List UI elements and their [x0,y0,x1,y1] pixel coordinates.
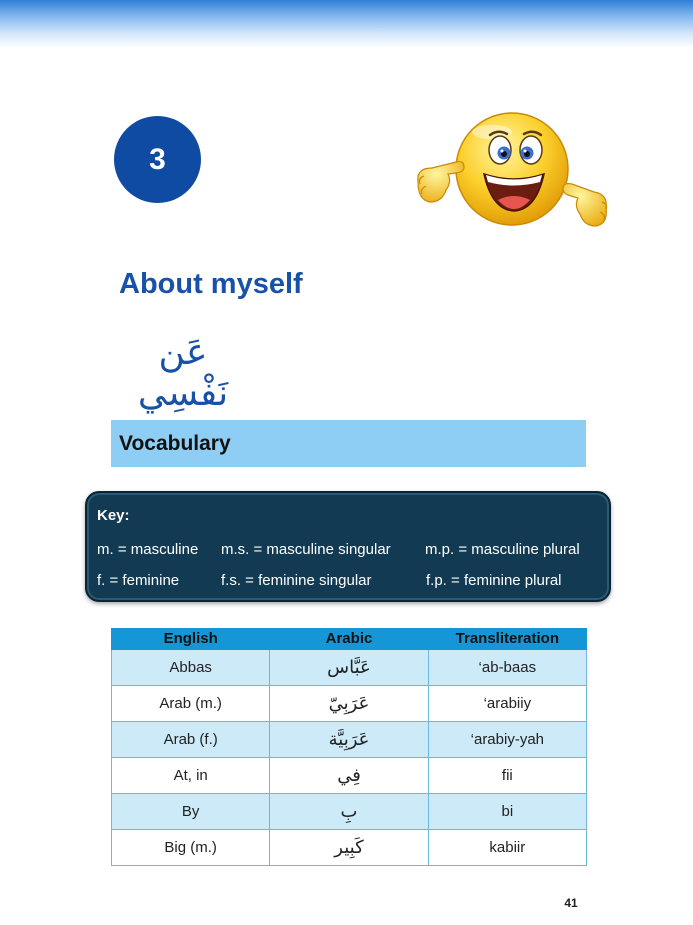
abbreviation-key-box [85,491,611,602]
key-item-masculine-singular: m.s. = masculine singular [221,541,391,558]
english-cell: By [112,794,270,830]
english-cell: Arab (f.) [112,722,270,758]
arabic-cell: فِي [270,758,428,794]
english-cell: Arab (m.) [112,686,270,722]
vocabulary-section-heading [111,420,586,467]
column-header-arabic: Arabic [270,629,428,650]
arabic-cell: عَرَبِيّ [270,686,428,722]
transliteration-cell: kabiir [428,830,586,866]
column-header-transliteration: Transliteration [428,629,586,650]
transliteration-cell: fii [428,758,586,794]
key-item-masculine-plural: m.p. = masculine plural [425,541,580,558]
english-cell: Abbas [112,650,270,686]
transliteration-cell: ‘arabiy-yah [428,722,586,758]
arabic-cell: بِ [270,794,428,830]
key-item-feminine-plural: f.p. = feminine plural [426,572,562,589]
transliteration-cell: ‘ab-baas [428,650,586,686]
table-header-row [112,629,587,650]
column-header-english: English [112,629,270,650]
vocabulary-heading-text: Vocabulary [119,431,231,455]
chapter-number-badge [114,116,201,203]
chapter-number: 3 [149,142,166,176]
vocabulary-table [111,628,587,866]
table-row [112,794,587,830]
page-number: 41 [564,896,578,910]
english-cell: At, in [112,758,270,794]
table-row [112,758,587,794]
table-row [112,650,587,686]
arabic-title: عَن نَفْسِي [137,332,229,414]
arabic-cell: عَبَّاس [270,650,428,686]
arabic-cell: كَبِير [270,830,428,866]
key-item-feminine-singular: f.s. = feminine singular [221,572,372,589]
top-gradient-band [0,0,693,48]
transliteration-cell: ‘arabiiy [428,686,586,722]
table-row [112,830,587,866]
key-item-feminine: f. = feminine [97,572,180,589]
english-cell: Big (m.) [112,830,270,866]
pointing-smiley-emoji-icon [412,112,612,237]
arabic-cell: عَرَبِيَّة [270,722,428,758]
key-title: Key: [97,507,130,524]
key-item-masculine: m. = masculine [97,541,199,558]
transliteration-cell: bi [428,794,586,830]
table-row [112,686,587,722]
page-title: About myself [119,268,303,300]
table-row [112,722,587,758]
